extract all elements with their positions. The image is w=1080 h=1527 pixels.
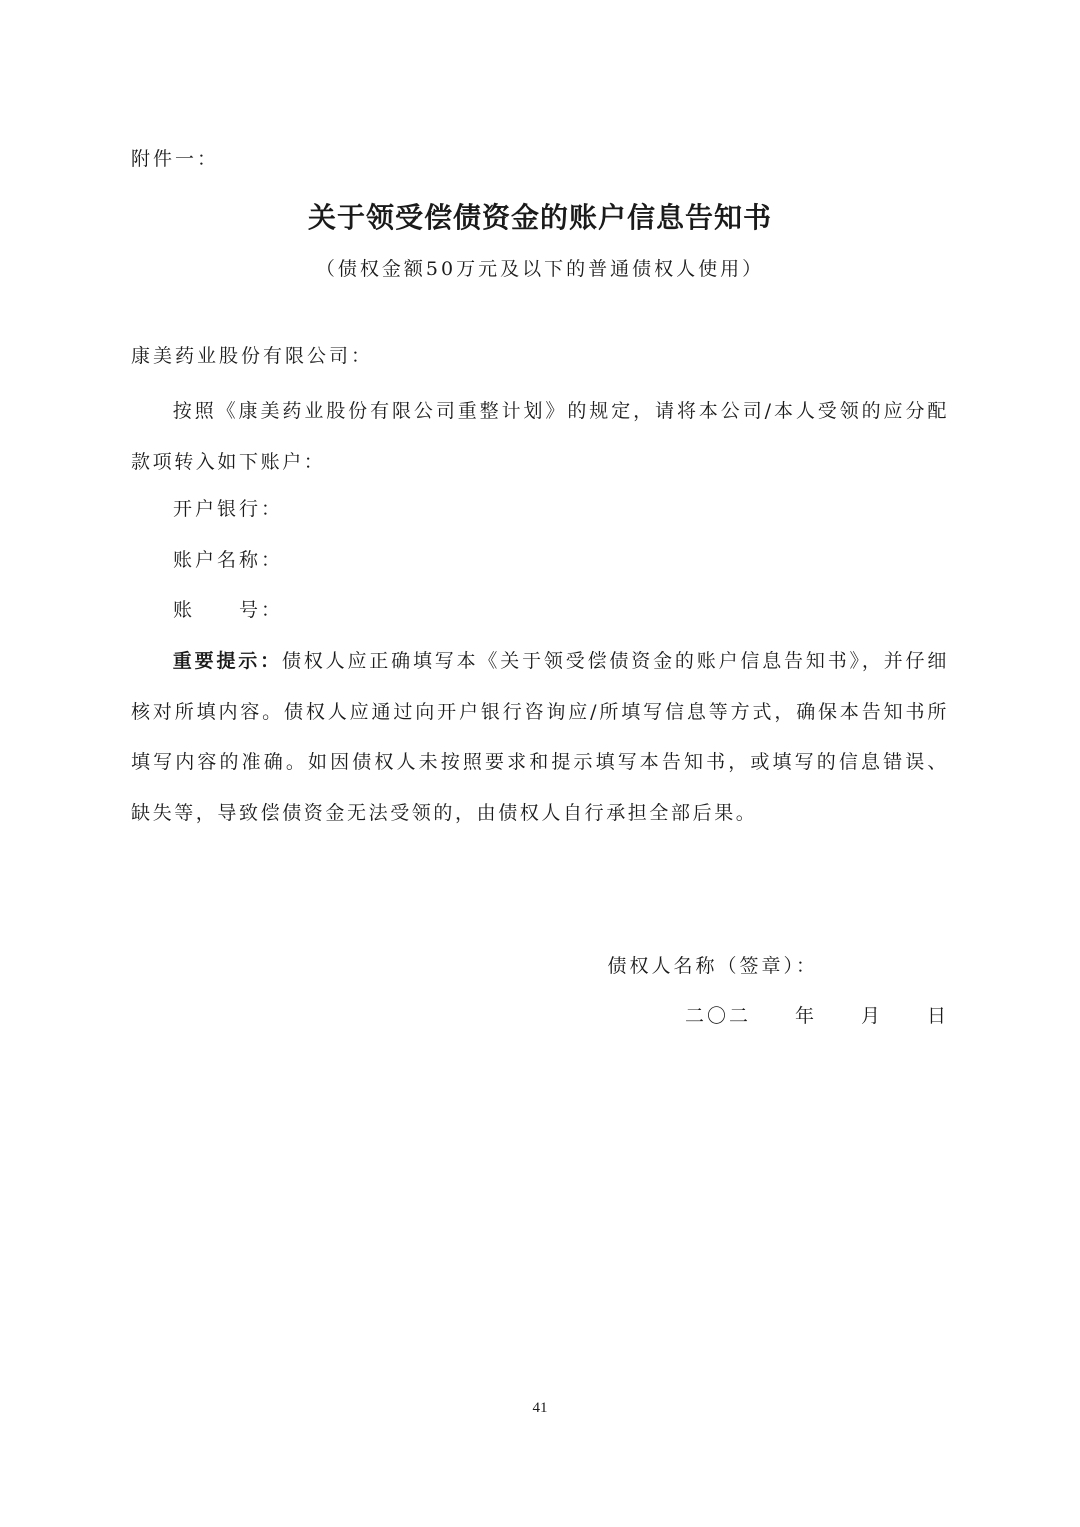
notice-body: 债权人应正确填写本《关于领受偿债资金的账户信息告知书》，并仔细核对所填内容。债权人应通过向开户银行咨询应/所填写信息等方式，确保本告知书所填写内容的准确。如因债权人未按照要求和提示填写本告知书，或填写的信息错误、缺失等，导致偿债资金无法受领的，由债权人自行承担全部后果。 bbox=[131, 650, 949, 824]
account-name-field-label: 账户名称： bbox=[173, 549, 284, 571]
account-number-field-label bbox=[173, 601, 283, 620]
date-day-label: 日 bbox=[926, 1005, 949, 1027]
bank-field-label: 开户银行： bbox=[173, 498, 284, 520]
notice-heading: 重要提示： bbox=[172, 650, 282, 672]
document-title: 关于领受偿债资金的账户信息告知书 bbox=[307, 201, 772, 234]
intro-paragraph: 按照《康美药业股份有限公司重整计划》的规定，请将本公司/本人受领的应分配款项转入如下账户： bbox=[131, 400, 949, 473]
date-month-label: 月 bbox=[860, 1005, 883, 1027]
account-number-label-part-b: 号： bbox=[239, 599, 284, 621]
attachment-label: 附件一： bbox=[131, 148, 220, 170]
date-line bbox=[685, 1007, 949, 1026]
date-year-prefix: 二〇二 bbox=[684, 1005, 751, 1027]
account-number-label-part-a: 账 bbox=[173, 599, 196, 621]
creditor-signature-label: 债权人名称（签章）： bbox=[607, 955, 818, 977]
page-number: 41 bbox=[532, 1400, 548, 1416]
important-notice bbox=[131, 636, 949, 838]
date-year-label: 年 bbox=[794, 1005, 817, 1027]
document-subtitle: （债权金额50万元及以下的普通债权人使用） bbox=[315, 258, 765, 280]
addressee: 康美药业股份有限公司： bbox=[131, 345, 374, 367]
